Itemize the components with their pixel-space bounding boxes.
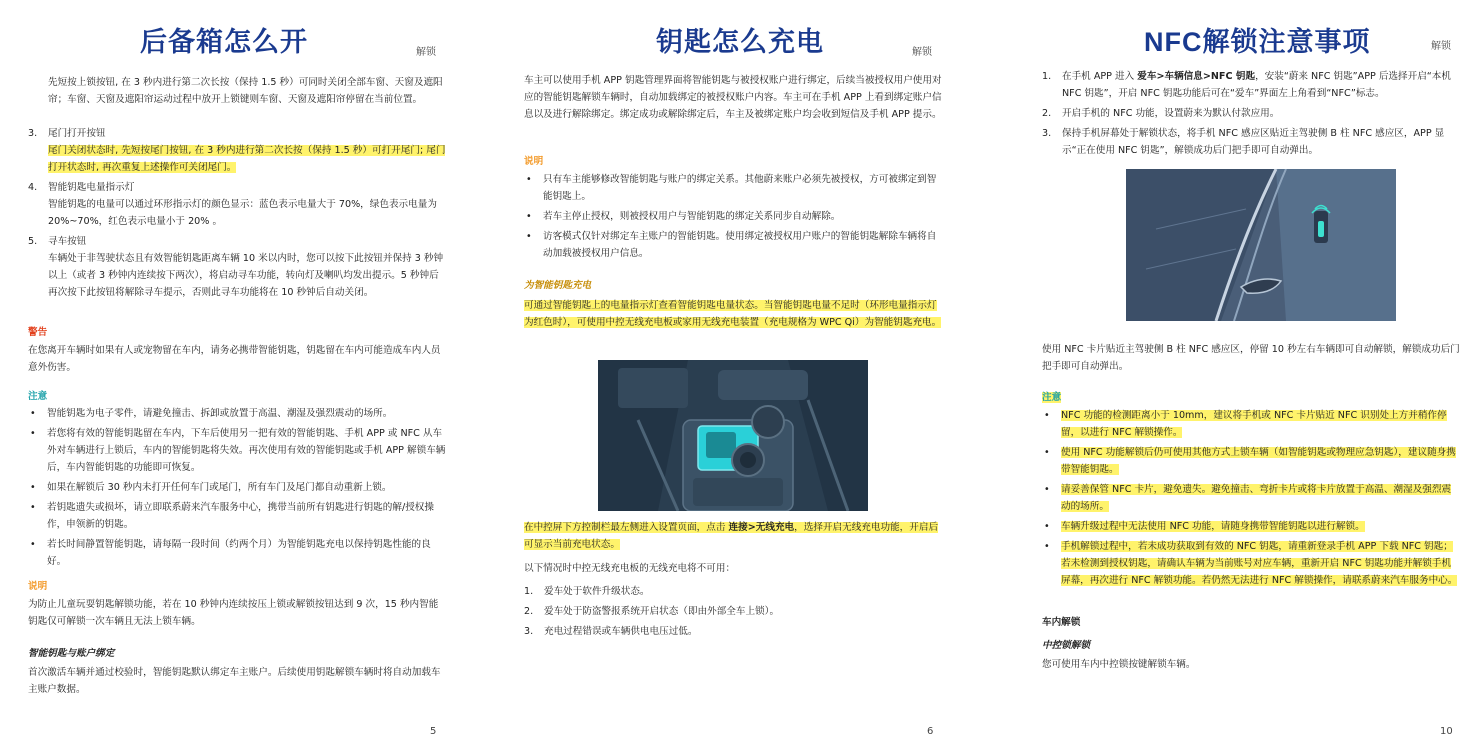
menu-path: 爱车>车辆信息>NFC 钥匙: [1137, 71, 1256, 82]
section-heading: 车内解锁: [1042, 617, 1081, 628]
info-list: [524, 171, 942, 265]
item-text: 爱车处于软件升级状态。: [544, 586, 650, 597]
wireless-charging-pad-image: [598, 360, 868, 511]
menu-path: 连接>无线充电: [728, 522, 795, 533]
section-tag: 解锁: [1431, 41, 1451, 52]
settings-paragraph: [524, 519, 942, 553]
item-text: 开启手机的 NFC 功能，设置蔚来为默认付款应用。: [1062, 108, 1280, 119]
list-item: [1042, 125, 1458, 159]
page-title: 后备箱怎么开: [140, 27, 308, 57]
list-item: • 若长时间静置智能钥匙，请每隔一段时间（约两个月）为智能钥匙充电以保持钥匙性能的良好。: [28, 536, 446, 570]
nfc-b-pillar-image: [1126, 169, 1396, 321]
subsection-text: 首次激活车辆并通过校验时，智能钥匙默认绑定车主账户。后续使用钥匙解锁车辆时将自动加载车主账户数据。: [28, 667, 441, 695]
charge-paragraph: [524, 297, 942, 331]
item-number: 3.: [1042, 128, 1052, 139]
subsection-heading: 智能钥匙与账户绑定: [28, 648, 115, 659]
steps-list: [1042, 68, 1458, 162]
warning-heading: 警告: [28, 327, 48, 338]
list-item: • 如果在解锁后 30 秒内未打开任何车门或尾门，所有车门及尾门都自动重新上锁。: [28, 479, 446, 496]
highlighted-text: 请妥善保管 NFC 卡片，避免遗失。避免撞击、弯折卡片或将卡片放置于高温、潮湿及强烈震动的场所。: [1061, 484, 1452, 512]
list-item: • 智能钥匙为电子零件，请避免撞击、拆卸或放置于高温、潮湿及强烈震动的场所。: [28, 405, 446, 422]
section-tag: 解锁: [912, 47, 932, 58]
item-heading: 寻车按钮: [48, 236, 87, 247]
list-item: [28, 125, 446, 176]
item-text: 爱车处于防盗警报系统开启状态（即由外部全车上锁）。: [544, 606, 780, 617]
item-body: 智能钥匙的电量可以通过环形指示灯的颜色显示：蓝色表示电量大于 70%，绿色表示电量为 20%~70%，红色表示电量小于 20% 。: [48, 199, 437, 227]
item-heading: 尾门打开按钮: [48, 128, 106, 139]
item-text: 充电过程错误或车辆供电电压过低。: [544, 626, 698, 637]
numbered-list: [28, 125, 446, 304]
list-item: [1042, 518, 1460, 535]
item-number: 5.: [28, 236, 38, 247]
subsection-heading: 中控锁解锁: [1042, 640, 1090, 651]
info-heading: 说明: [524, 156, 544, 167]
item-number: 3.: [28, 128, 38, 139]
item-number: 1.: [1042, 71, 1052, 82]
item-number: 2.: [524, 606, 534, 617]
list-item: • 若钥匙遗失或损坏，请立即联系蔚来汽车服务中心，携带当前所有钥匙进行钥匙的解/授权操作，申领新的钥匙。: [28, 499, 446, 533]
note-heading: [1042, 389, 1061, 403]
list-item: [1042, 481, 1460, 515]
info-text: 为防止儿童玩耍钥匙解锁功能，若在 10 秒钟内连续按压上锁或解锁按钮达到 9 次，15 秒内智能钥匙仅可解锁一次车辆且无法上锁车辆。: [28, 599, 439, 627]
item-number: 2.: [1042, 108, 1052, 119]
list-intro: 以下情况时中控无线充电板的无线充电将不可用：: [524, 563, 736, 574]
warning-text: 在您离开车辆时如果有人或宠物留在车内，请务必携带智能钥匙，钥匙留在车内可能造成车内人员意外伤害。: [28, 345, 441, 373]
page-6: [494, 0, 988, 743]
item-text: 保持手机屏幕处于解锁状态，将手机 NFC 感应区贴近主驾驶侧 B 柱 NFC 感应区，APP 显示“正在使用 NFC 钥匙”，解锁成功后门把手即可自动弹出。: [1062, 128, 1445, 156]
list-item: • 访客模式仅针对绑定车主账户的智能钥匙。使用绑定被授权用户账户的智能钥匙解除车辆将自动加载被授权用户信息。: [524, 228, 942, 262]
note-heading: 注意: [28, 391, 48, 402]
page-5: [0, 0, 494, 743]
section-tag: 解锁: [416, 47, 436, 58]
highlighted-text: 手机解锁过程中，若未成功获取到有效的 NFC 钥匙，请重新登录手机 APP 下载 NFC 钥匙；若未检测到授权钥匙，请确认车辆为当前账号对应车辆，重新开启 NFC 钥匙功能并解锁手机屏幕，再次进行 NFC 解锁功能。若仍然无法进行 NFC 解锁操作，请联系蔚来汽车服务中心。: [1061, 541, 1458, 586]
subsection-heading: 为智能钥匙充电: [524, 280, 592, 291]
list-item: [1042, 538, 1460, 589]
highlighted-text: NFC 功能的检测距离小于 10mm，建议将手机或 NFC 卡片贴近 NFC 识别处上方并稍作停留，以进行 NFC 解锁操作。: [1061, 410, 1447, 438]
list-item: • 只有车主能够修改智能钥匙与账户的绑定关系。其他蔚来账户必须先被授权，方可被绑定到智能钥匙上。: [524, 171, 942, 205]
highlighted-text: 使用 NFC 功能解锁后仍可使用其他方式上锁车辆（如智能钥匙或物理应急钥匙），建议随身携带智能钥匙。: [1061, 447, 1456, 475]
item-number: 4.: [28, 182, 38, 193]
item-number: 3.: [524, 626, 534, 637]
item-heading: 智能钥匙电量指示灯: [48, 182, 135, 193]
page-number: 6: [927, 726, 934, 737]
text-segment: ，选择开启无线充电功能，开启后可显示当前充电状态。: [524, 522, 939, 550]
list-item: [1042, 444, 1460, 478]
intro-paragraph: 先短按上锁按钮, 在 3 秒内进行第二次长按（保持 1.5 秒）可同时关闭全部车窗、天窗及遮阳帘；车窗、天窗及遮阳帘运动过程中放开上锁键则车窗、天窗及遮阳帘停留在当前位置。: [48, 77, 443, 105]
list-item: [28, 179, 446, 230]
highlighted-text: 车辆升级过程中无法使用 NFC 功能，请随身携带智能钥匙以进行解锁。: [1061, 521, 1365, 532]
list-item: [524, 603, 942, 620]
item-body: 车辆处于非驾驶状态且有效智能钥匙距离车辆 10 米以内时，您可以按下此按钮并保持 3 秒钟以上（或者 3 秒钟内连续按下两次），将启动寻车功能，转向灯及喇叭均发出提示。5 秒钟后再次按下此按钮将解除寻车提示，否则此寻车功能将在 10 秒钟后自动关闭。: [48, 253, 444, 298]
note-list: [28, 405, 446, 573]
page-title: 钥匙怎么充电: [656, 27, 824, 57]
text-segment: 在中控屏下方控制栏最左侧进入设置页面，点击: [524, 522, 729, 533]
item-number: 1.: [524, 586, 534, 597]
text-segment: ，安装“蔚来 NFC 钥匙”APP 后选择开启“本机 NFC 钥匙”，开启 NFC 钥匙功能后可在“爱车”界面左上角看到“NFC”标志。: [1062, 71, 1451, 99]
info-heading: 说明: [28, 581, 48, 592]
intro-paragraph: 车主可以使用手机 APP 钥匙管理界面将智能钥匙与被授权账户进行绑定，后续当被授权用户使用对应的智能钥匙解锁车辆时，自动加载绑定的被授权账户内容。车主可在手机 APP 上看到绑定账户信息以及进行解除绑定。绑定成功或解除绑定后，车主及被绑定账户均会收到短信及手机 APP 提示。: [524, 75, 942, 120]
list-item: [1042, 68, 1458, 102]
wireless-charger-illustration: [598, 360, 868, 511]
highlighted-text: 注意: [1042, 392, 1062, 403]
subsection-text: 您可使用车内中控锁按键解锁车辆。: [1042, 659, 1196, 670]
highlighted-text: 尾门关闭状态时, 先短按尾门按钮, 在 3 秒内进行第二次长按（保持 1.5 秒）可打开尾门; 尾门打开状态时, 再次重复上述操作可关闭尾门。: [48, 145, 446, 173]
nfc-card-paragraph: 使用 NFC 卡片贴近主驾驶侧 B 柱 NFC 感应区，停留 10 秒左右车辆即可自动解锁，解锁成功后门把手即可自动弹出。: [1042, 344, 1460, 372]
text-segment: 在手机 APP 进入: [1062, 71, 1138, 82]
page-number: 10: [1440, 726, 1453, 737]
list-item: • 若车主停止授权，则被授权用户与智能钥匙的绑定关系同步自动解除。: [524, 208, 942, 225]
highlighted-text: [524, 522, 938, 550]
list-item: [1042, 407, 1460, 441]
page-10: [988, 0, 1484, 743]
list-item: • 若您将有效的智能钥匙留在车内，下车后使用另一把有效的智能钥匙、手机 APP 或 NFC 从车外对车辆进行上锁后，车内的智能钥匙将失效。再次使用有效的智能钥匙或手机 APP 解锁车辆后，车内智能钥匙的功能即可恢复。: [28, 425, 446, 476]
list-item: [524, 583, 942, 600]
note-list: [1042, 407, 1460, 592]
numbered-list: [524, 583, 942, 643]
nfc-door-illustration: [1126, 169, 1396, 321]
list-item: [1042, 105, 1458, 122]
list-item: [524, 623, 942, 640]
page-number: 5: [430, 726, 437, 737]
list-item: [28, 233, 446, 301]
highlighted-text: 可通过智能钥匙上的电量指示灯查看智能钥匙电量状态。当智能钥匙电量不足时（环形电量指示灯为红色时），可使用中控无线充电板或家用无线充电装置（充电规格为 WPC Qi）为智能钥匙充电。: [524, 300, 942, 328]
page-title: NFC解锁注意事项: [1144, 27, 1371, 57]
